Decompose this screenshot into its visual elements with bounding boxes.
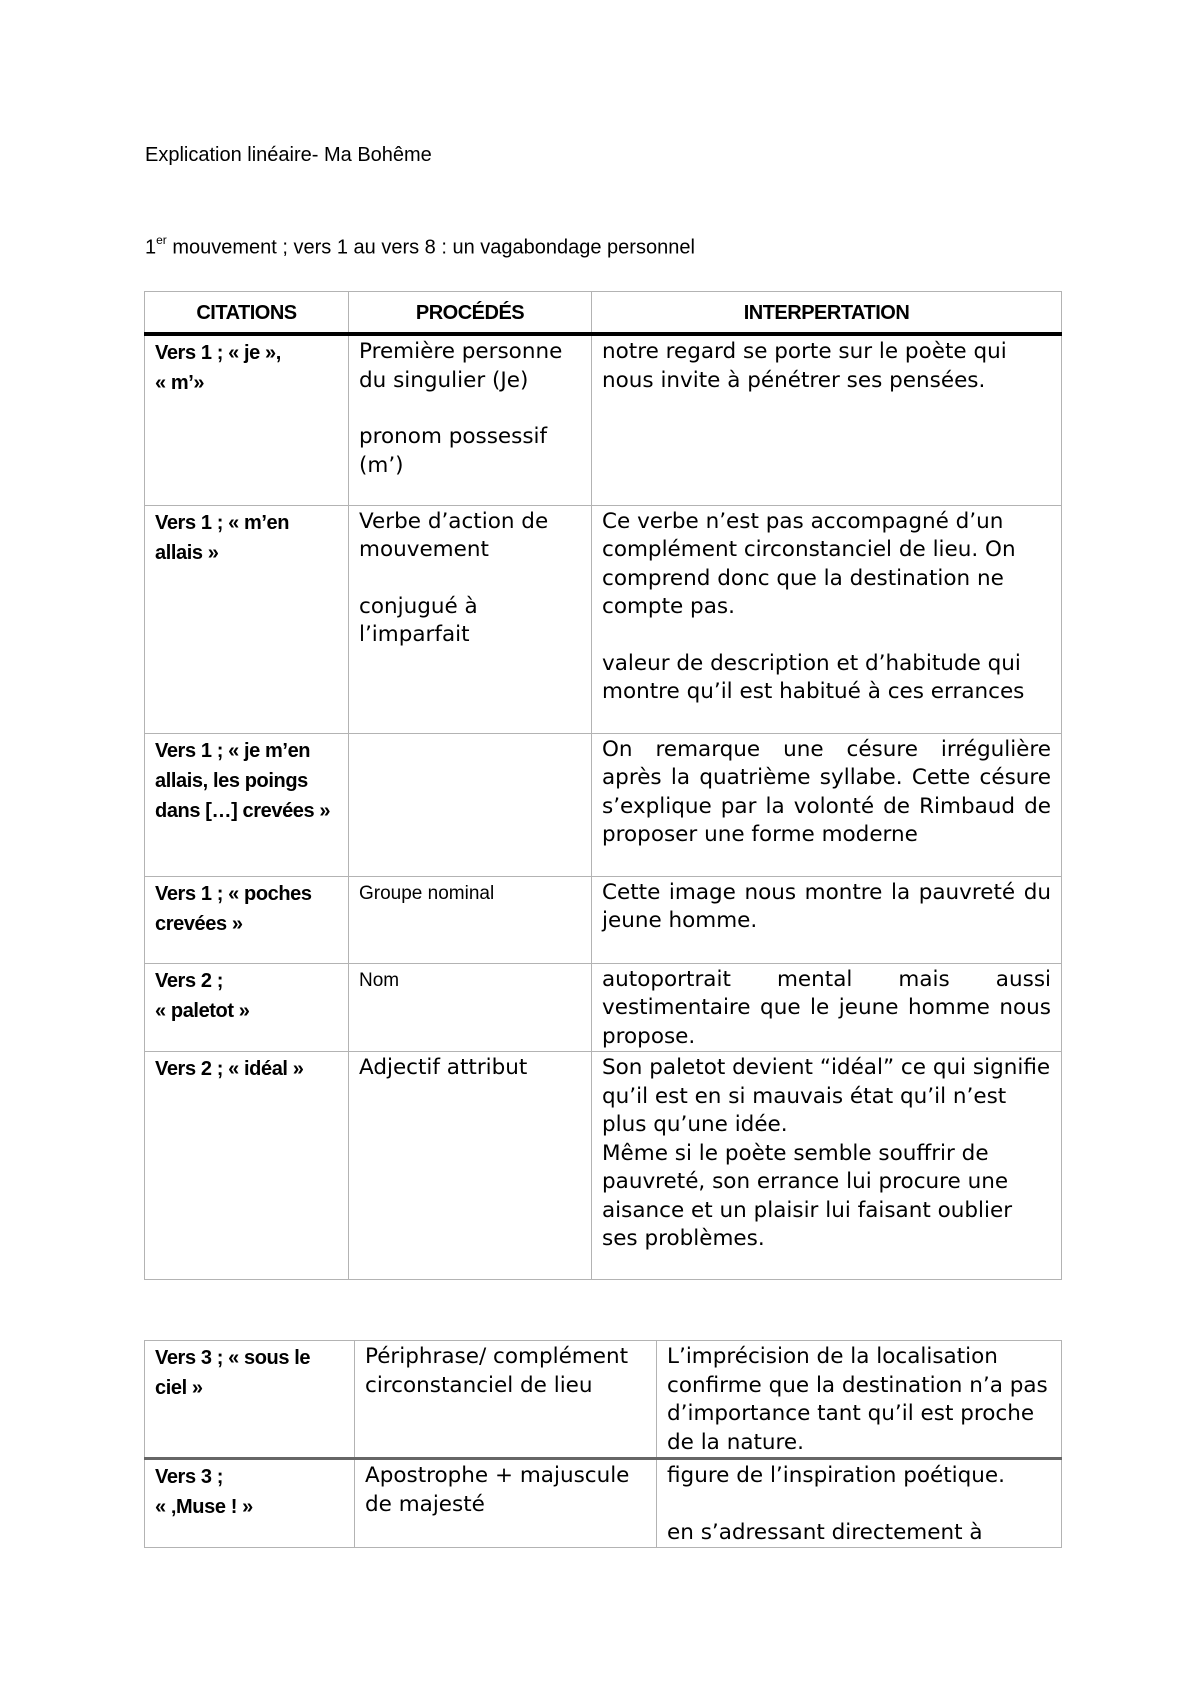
table-header-row — [145, 292, 1062, 335]
procede-text: pronom possessif (m’) — [359, 424, 548, 478]
interpretation-cell — [592, 334, 1062, 505]
table-row — [145, 963, 1062, 1052]
table-row — [145, 1052, 1062, 1280]
section-heading — [145, 235, 695, 260]
procede-text: conjugué à l’imparfait — [359, 593, 478, 647]
procede-cell — [355, 1459, 657, 1548]
citation-text: « paletot » — [155, 999, 250, 1022]
interpretation-text: Cette image nous montre la pauvreté du jeune homme. — [602, 879, 1051, 933]
citation-text: Vers 3 ; « sous le ciel » — [155, 1347, 311, 1399]
citation-cell — [145, 963, 349, 1052]
citation-text: Vers 2 ; « idéal » — [155, 1058, 304, 1080]
interpretation-cell — [657, 1341, 1062, 1459]
interpretation-text: Ce verbe n’est pas accompagné d’un complément circonstanciel de lieu. On comprend donc que la destination ne compte pas. — [602, 508, 1016, 619]
procede-text: Adjectif attribut — [359, 1055, 528, 1080]
citation-cell — [145, 1341, 355, 1459]
table-row — [145, 1341, 1062, 1459]
table-row — [145, 1459, 1062, 1548]
interpretation-cell — [592, 505, 1062, 733]
interpretation-cell — [592, 733, 1062, 876]
header-interpretation: INTERPERTATION — [592, 292, 1062, 335]
procede-text: Périphrase/ complément circonstanciel de lieu — [365, 1344, 629, 1398]
procede-cell — [349, 334, 592, 505]
interpretation-cell — [592, 1052, 1062, 1280]
section-number: 1 — [145, 236, 157, 259]
citation-text: « ‚Muse ! » — [155, 1496, 253, 1518]
citation-cell — [145, 505, 349, 733]
procede-cell — [349, 505, 592, 733]
interpretation-text: autoportrait mental mais aussi vestimentaire que le jeune homme nous propose. — [602, 966, 1051, 1049]
interpretation-text: en s’adressant directement à — [667, 1519, 983, 1545]
header-citations: CITATIONS — [145, 292, 349, 335]
citation-text: Vers 2 ; — [155, 969, 223, 992]
procede-text: Première personne du singulier (Je) — [359, 339, 563, 393]
citation-text: Vers 1 ; « m’en allais » — [155, 511, 290, 564]
citation-cell — [145, 1052, 349, 1280]
table-row — [145, 876, 1062, 963]
table-row — [145, 733, 1062, 876]
interpretation-cell — [592, 963, 1062, 1052]
interpretation-text: Son paletot devient “idéal” ce qui signifie qu’il est en si mauvais état qu’il n’est plus qu’une idée. — [602, 1055, 1051, 1137]
procede-text: Nom — [359, 969, 400, 991]
citation-text: « m’» — [155, 372, 205, 394]
interpretation-text: valeur de description et d’habitude qui montre qu’il est habitué à ces errances — [602, 650, 1025, 704]
interpretation-text: Même si le poète semble souffrir de pauvreté, son errance lui procure une aisance et un plaisir lui faisant oublier ses problèmes. — [602, 1140, 1013, 1251]
interpretation-text: On remarque une césure irrégulière après la quatrième syllabe. Cette césure s’explique par la volonté de Rimbaud de proposer une forme moderne — [602, 736, 1051, 847]
procede-cell — [355, 1341, 657, 1459]
interpretation-text: L’imprécision de la localisation confirme que la destination n’a pas d’importance tant qu’il est proche de la nature. — [667, 1344, 1048, 1455]
citation-cell — [145, 876, 349, 963]
citation-cell — [145, 334, 349, 505]
procede-cell — [349, 1052, 592, 1280]
interpretation-cell — [657, 1459, 1062, 1548]
procede-cell — [349, 876, 592, 963]
section-number-suffix: er — [156, 233, 167, 247]
procede-text: Groupe nominal — [359, 882, 495, 904]
table-row — [145, 334, 1062, 505]
document-title: Explication linéaire- Ma Bohême — [145, 144, 432, 166]
procede-text: Apostrophe + majuscule de majesté — [365, 1463, 630, 1517]
citation-text: Vers 1 ; « je », — [155, 342, 281, 364]
section-heading-text: mouvement ; vers 1 au vers 8 : un vagabondage personnel — [166, 236, 695, 259]
procede-text: Verbe d’action de mouvement — [359, 508, 549, 562]
citation-text: Vers 1 ; « je m’en allais, les poings dans […] crevées » — [155, 739, 331, 822]
procede-cell — [349, 733, 592, 876]
citation-cell — [145, 733, 349, 876]
citation-text: Vers 3 ; — [155, 1466, 223, 1488]
analysis-table-2 — [144, 1340, 1062, 1548]
interpretation-text: notre regard se porte sur le poète qui nous invite à pénétrer ses pensées. — [602, 339, 1007, 393]
header-procedes: PROCÉDÉS — [349, 292, 592, 335]
analysis-table-1 — [144, 291, 1062, 1280]
interpretation-text: figure de l’inspiration poétique. — [667, 1463, 1005, 1488]
citation-text: Vers 1 ; « poches crevées » — [155, 882, 312, 935]
table-row — [145, 505, 1062, 733]
procede-cell — [349, 963, 592, 1052]
citation-cell — [145, 1459, 355, 1548]
interpretation-cell — [592, 876, 1062, 963]
